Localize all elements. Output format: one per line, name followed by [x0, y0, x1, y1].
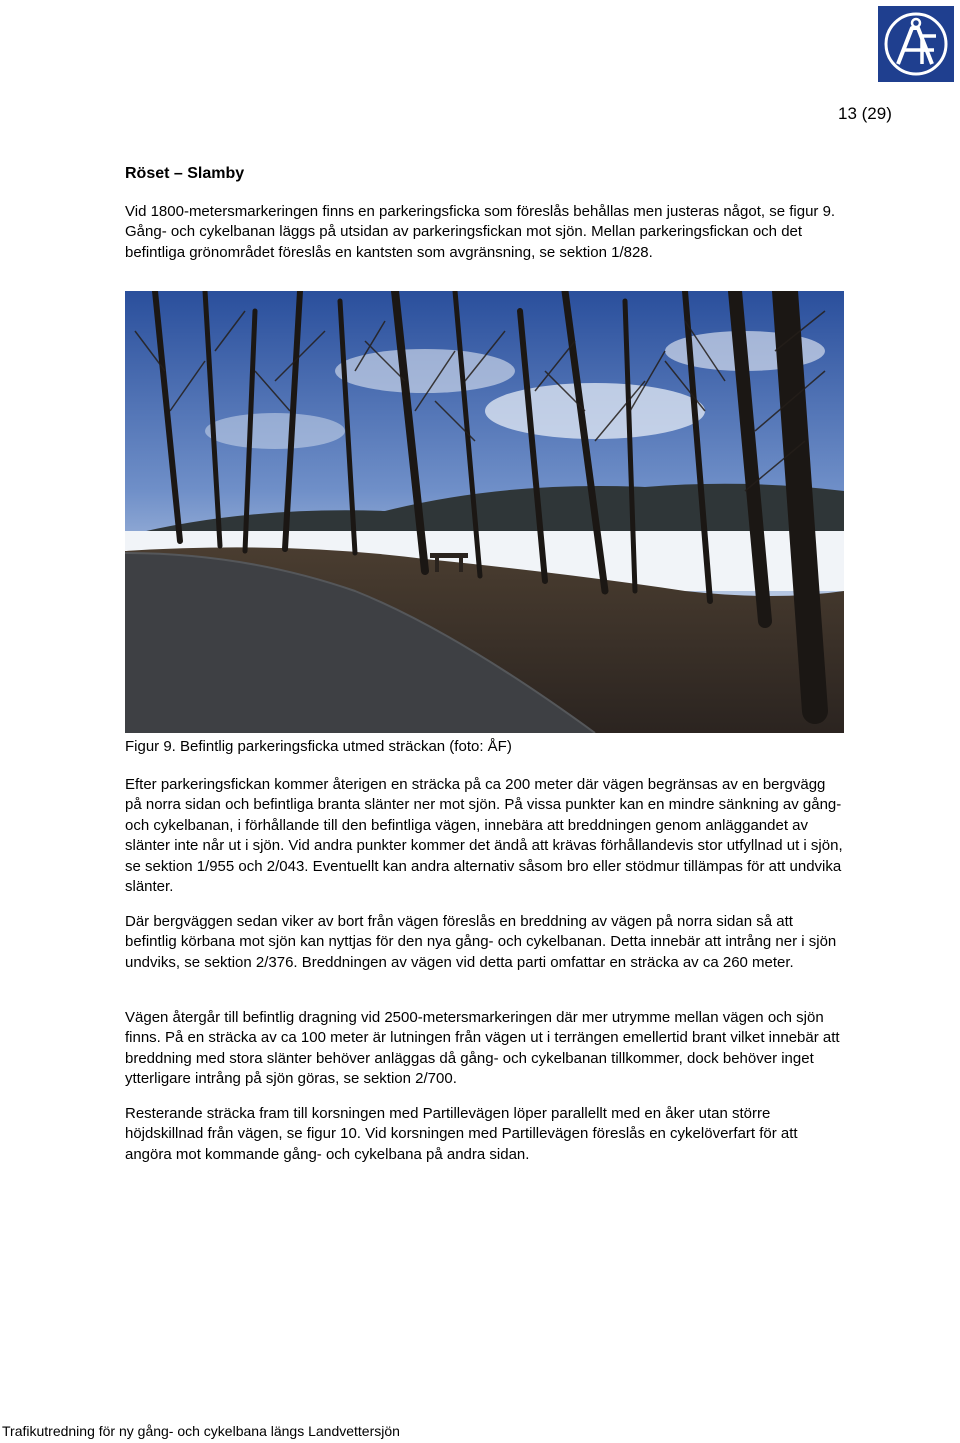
section-heading: Röset – Slamby — [125, 165, 245, 182]
paragraph: Resterande sträcka fram till korsningen med Partillevägen löper parallellt med en åker utan större höjdskillnad från vägen, se figur 10. Vid korsningen med Partillevägen föreslås en cykelöverfart för att angöra mot kommande gång- och cykelbana på andra sidan. — [125, 1105, 798, 1163]
document-footer: Trafikutredning för ny gång- och cykelbana längs Landvettersjön — [2, 1423, 400, 1439]
figure-caption: Figur 9. Befintlig parkeringsficka utmed sträckan (foto: ÅF) — [125, 738, 512, 755]
paragraph: Efter parkeringsfickan kommer återigen en sträcka på ca 200 meter där vägen begränsas av en bergvägg på norra sidan och befintliga branta slänter ner mot sjön. På vissa punkter kan en mindre sänkning av gång- och cykelbanan, i förhållande till den befintliga vägen, innebära att breddningen genom anläggandet av slänter inte når ut i sjön. Vid andra punkter kommer det ändå att krävas förhållandevis stor utfyllnad ut i sjön, se sektion 1/955 och 2/043. Eventuellt kan andra alternativ såsom bro eller stödmur tillämpas för att undvika slänter. — [125, 776, 843, 896]
af-logo-icon — [878, 6, 954, 82]
paragraph: Vägen återgår till befintlig dragning vid 2500-metersmarkeringen där mer utrymme mellan vägen och sjön finns. På en sträcka av ca 100 meter är lutningen från vägen ut i terrängen emellertid brant vilket innebär att breddning med stora slänter behöver anläggas då gång- och cykelbanan tillkommer, dock behöver inget ytterligare intrång på sjön göras, se sektion 2/700. — [125, 1009, 840, 1088]
page-number: 13 (29) — [838, 104, 892, 123]
paragraph: Där bergväggen sedan viker av bort från vägen föreslås en breddning av vägen på norra sidan så att befintlig körbana mot sjön kan nyttjas för den nya gång- och cykelbanan. Detta innebär att intrång ner i sjön undviks, se sektion 2/376. Breddningen av vägen vid detta parti omfattar en sträcka av ca 260 meter. — [125, 913, 837, 971]
paragraph: Vid 1800-metersmarkeringen finns en parkeringsficka som föreslås behållas men justeras något, se figur 9. Gång- och cykelbanan läggs på utsidan av parkeringsfickan mot sjön. Mellan parkeringsfickan och det befintliga grönområdet föreslås en kantsten som avgränsning, se sektion 1/828. — [125, 203, 836, 261]
parking-area-photo — [125, 291, 844, 733]
